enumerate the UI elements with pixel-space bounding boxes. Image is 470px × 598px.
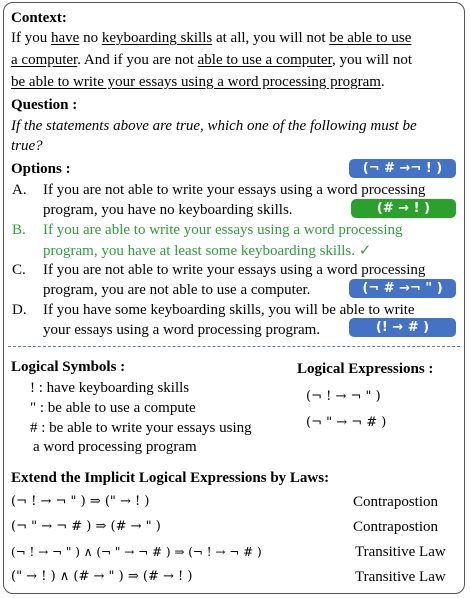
option-b-letter: B. — [12, 222, 26, 238]
context-line-1: If you have no keyboarding skills at all, you will not be able to use — [11, 30, 412, 46]
law-expression: (¬ " → ¬ # ) ⇒ (# → " ) — [11, 519, 161, 534]
context-heading: Context: — [11, 10, 67, 26]
law-expression: (¬ ! → ¬ " ) ⇒ (" → ! ) — [11, 494, 150, 509]
option-c-line-1: If you are not able to write your essays using a word processing — [43, 262, 426, 278]
expressions-heading: Logical Expressions : — [297, 361, 434, 377]
option-d-letter: D. — [12, 302, 27, 318]
question-heading: Question : — [11, 97, 78, 113]
question-line-2: true? — [11, 138, 43, 154]
option-a-logic-tag: (¬ # →¬ ! ) — [349, 159, 456, 178]
option-d-logic-tag: (! → # ) — [349, 318, 456, 337]
option-a-letter: A. — [12, 182, 27, 198]
option-c-line-2: program, you are not able to use a computer. — [43, 282, 311, 298]
symbol-item: a word processing program — [33, 439, 197, 455]
law-name: Transitive Law — [355, 544, 446, 560]
section-divider — [8, 346, 460, 347]
option-b-logic-tag: (# → ! ) — [351, 199, 456, 218]
symbol-item: ! : have keyboarding skills — [30, 380, 190, 396]
law-name: Contrapostion — [353, 494, 438, 510]
law-expression: (¬ ! → ¬ " ) ∧ (¬ " → ¬ # ) ⇒ (¬ ! → ¬ # ) — [11, 545, 262, 559]
option-c-letter: C. — [12, 262, 26, 278]
expression-item: (¬ " → ¬ # ) — [306, 415, 387, 430]
option-d-line-2: your essays using a word processing program. — [43, 322, 321, 338]
correct-check-icon: ✓ — [358, 241, 372, 259]
law-expression: (" → ! ) ∧ (# → " ) ⇒ (# → ! ) — [11, 569, 193, 584]
laws-heading: Extend the Implicit Logical Expressions by Laws: — [11, 470, 330, 486]
symbol-item: " : be able to use a compute — [30, 400, 196, 416]
option-c-logic-tag: (¬ # →¬ " ) — [349, 279, 456, 298]
law-name: Transitive Law — [355, 569, 446, 585]
law-name: Contrapostion — [353, 519, 438, 535]
option-a-line-1: If you are not able to write your essays using a word processing — [43, 182, 426, 198]
option-d-line-1: If you have some keyboarding skills, you will be able to write — [43, 302, 415, 318]
option-b-line-2: program, you have at least some keyboarding skills. ✓ — [43, 241, 372, 259]
symbol-item: # : be able to write your essays using — [30, 420, 252, 436]
option-a-line-2: program, you have no keyboarding skills. — [43, 202, 293, 218]
option-b-line-1: If you are able to write your essays using a word processing — [43, 222, 403, 238]
context-line-3: be able to write your essays using a word processing program. — [11, 74, 385, 90]
symbols-heading: Logical Symbols : — [11, 359, 126, 375]
expression-item: (¬ ! → ¬ " ) — [306, 389, 381, 404]
context-line-2: a computer. And if you are not able to use a computer, you will not — [11, 52, 413, 68]
question-line-1: If the statements above are true, which one of the following must be — [11, 118, 417, 134]
options-heading: Options : — [11, 161, 71, 177]
